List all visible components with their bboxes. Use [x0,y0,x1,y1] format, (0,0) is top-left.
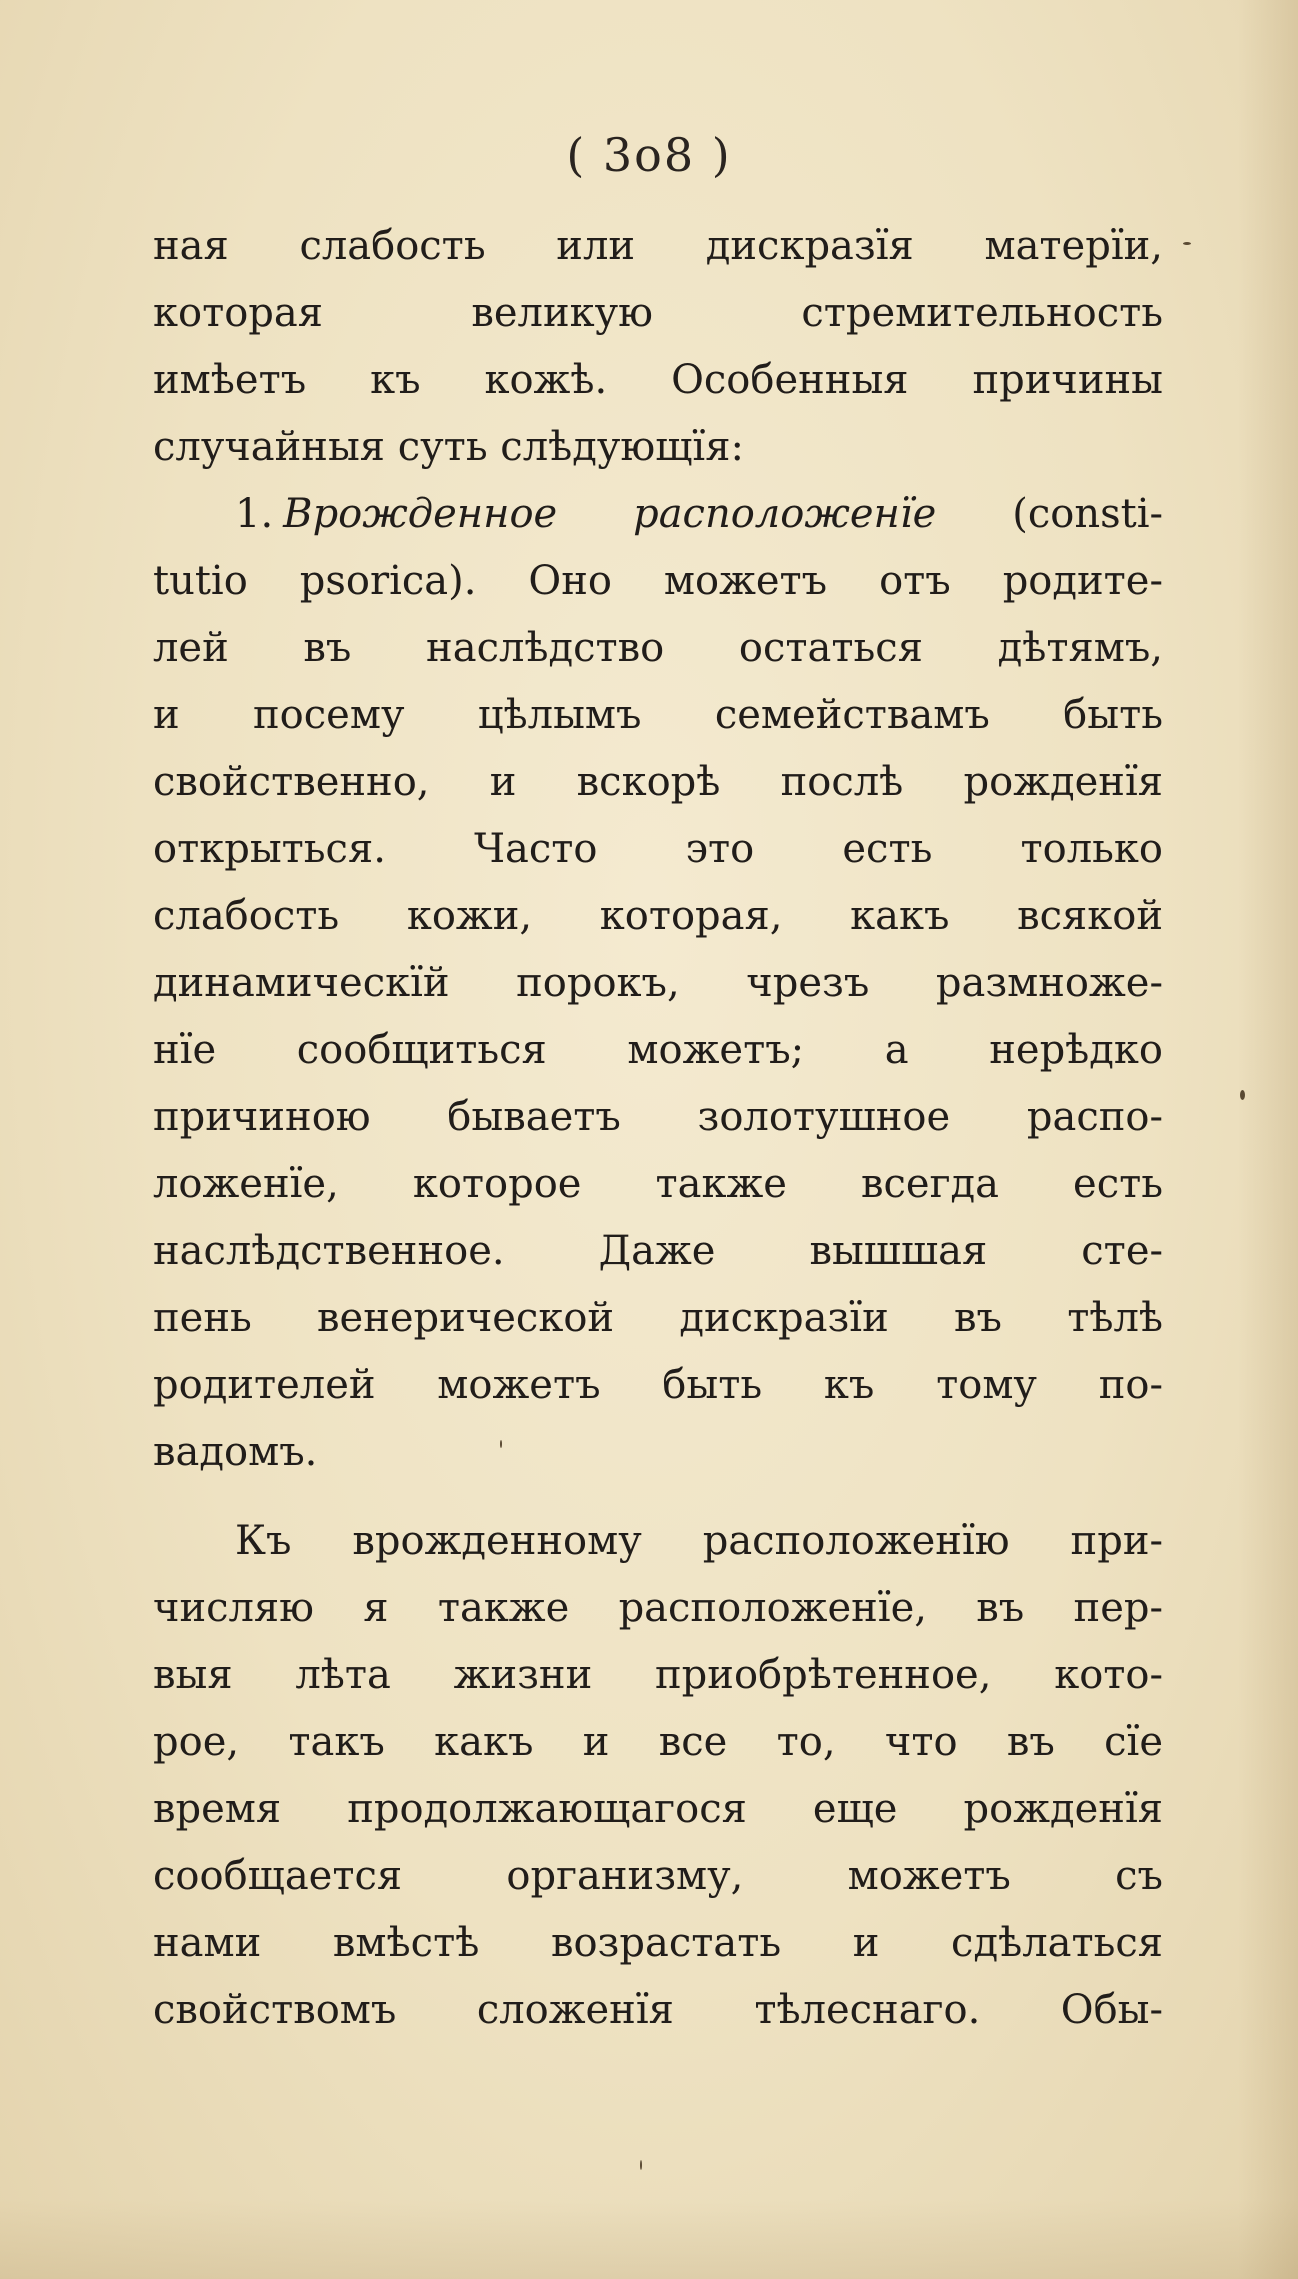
text-line: которая великую стремительность [153,290,1163,336]
text-line: нїе сообщиться можетъ; а нерѣдко [153,1027,1163,1073]
paragraph-gap [153,1486,1163,1508]
ink-speck [1183,242,1191,245]
page-edge-shadow-bottom [0,2199,1298,2279]
ink-speck [1240,1090,1245,1100]
item-number: 1. [235,491,274,537]
text-line: и посему цѣлымъ семействамъ быть [153,692,1163,738]
page-body [153,213,1163,2044]
page-number: ( 3о8 ) [566,128,732,182]
text-line: наслѣдственное. Даже вышшая сте- [153,1228,1163,1274]
text-line: свойственно, и вскорѣ послѣ рожденїя [153,759,1163,805]
text-line: выя лѣта жизни приобрѣтенное, кото- [153,1652,1163,1698]
text-line: Къ врожденному расположенїю при- [235,1518,1163,1564]
text-line: сообщается организму, можетъ съ [153,1853,1163,1899]
text-line: слабость кожи, которая, какъ всякой [153,893,1163,939]
text-line: случайныя суть слѣдующїя: [153,424,744,470]
text-line: свойствомъ сложенїя тѣлеснаго. Обы- [153,1987,1163,2033]
latin-term: (consti- [1012,491,1163,537]
ink-speck [640,2160,642,2170]
text-line: динамическїй порокъ, чрезъ размноже- [153,960,1163,1006]
text-line: причиною бываетъ золотушное распо- [153,1094,1163,1140]
text-line: tutio psorica). Оно можетъ отъ родите- [153,558,1163,604]
italic-term: Врожденное расположенїе [283,491,937,537]
text-line: нами вмѣстѣ возрастать и сдѣлаться [153,1920,1163,1966]
text-line: рое, такъ какъ и все то, что въ сїе [153,1719,1163,1765]
text-line: ная слабость или дискразїя матерїи, [153,223,1163,269]
text-line [153,481,1163,548]
text-line: числяю я также расположенїе, въ пер- [153,1585,1163,1631]
page-edge-shadow-right [1238,0,1298,2279]
text-line: имѣетъ къ кожѣ. Особенныя причины [153,357,1163,403]
text-line: родителей можетъ быть къ тому по- [153,1362,1163,1408]
paragraph-1 [153,213,1163,481]
paragraph-3 [153,1508,1163,2044]
paragraph-2 [153,481,1163,1486]
text-line: лей въ наслѣдство остаться дѣтямъ, [153,625,1163,671]
text-line: открыться. Часто это есть только [153,826,1163,872]
text-line: вадомъ. [153,1429,318,1475]
text-line: пень венерической дискразїи въ тѣлѣ [153,1295,1163,1341]
text-line: время продолжающагося еще рожденїя [153,1786,1163,1832]
text-line: ложенїе, которое также всегда есть [153,1161,1163,1207]
